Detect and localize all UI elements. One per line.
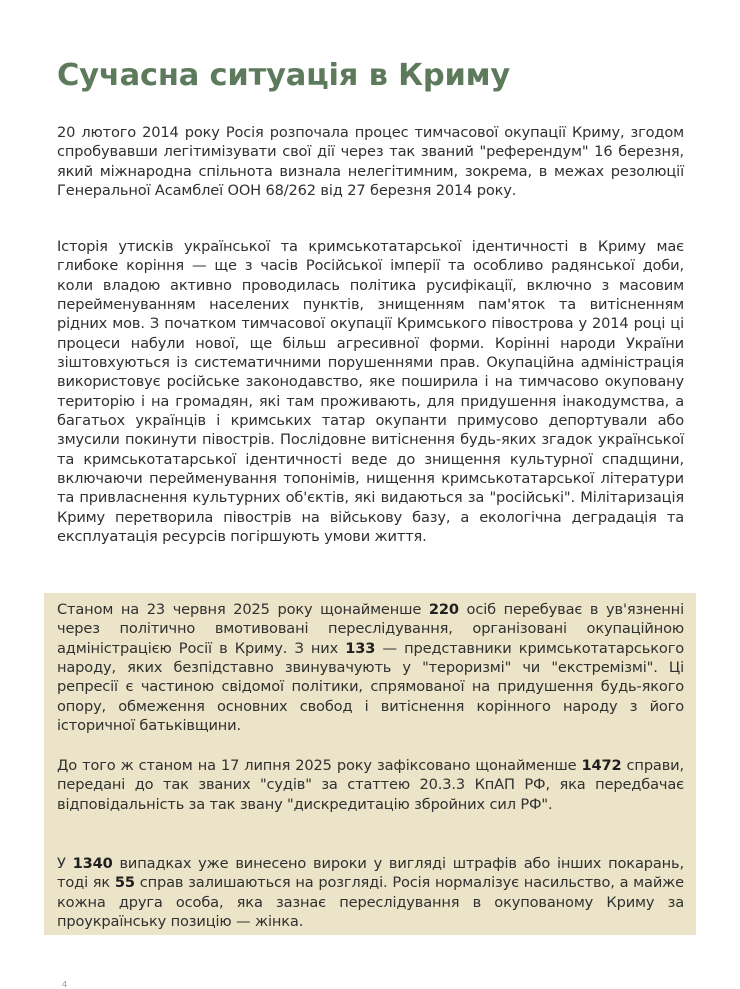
text-run: У: [57, 855, 73, 872]
prisoners-paragraph: [57, 600, 684, 735]
text-run: осіб перебуває в ув'язненні через політично вмотивовані переслідування, організовані окупаційною адміністрацією Росії в Криму. З них: [57, 601, 684, 657]
page-title: Сучасна ситуація в Криму: [57, 58, 511, 93]
discreditation-cases-paragraph: [57, 756, 684, 814]
text-run: — представники кримськотатарського народу, яких безпідставно звинувачують у "тероризмі" чи "екстремізмі". Ці репресії є частиною свідомої політики, спрямованої на придушення будь-якого опору, обмеження основних свобод і витіснення корінного народу з його історичної батьківщини.: [57, 639, 684, 735]
sentences-paragraph: [57, 854, 684, 931]
intro-paragraph: 20 лютого 2014 року Росія розпочала процес тимчасової окупації Криму, згодом спробувавши легітимізувати свої дії через так званий "референдум" 16 березня, який міжнародна спільнота визнала нелегітимним, зокрема, в межах резолюції Генеральної Асамблеї ООН 68/262 від 27 березня 2014 року.: [57, 124, 684, 200]
highlighted-number: 1340: [72, 855, 113, 872]
text-run: Станом на 23 червня 2025 року щонайменше: [57, 601, 429, 618]
text-run: справ залишаються на розгляді. Росія нормалізує насильство, а майже кожна друга особа, яка зазнає переслідування в окупованому Криму за проукраїнську позицію — жінка.: [57, 874, 684, 931]
history-paragraph: Історія утисків української та кримськотатарської ідентичності в Криму має глибоке коріння — ще з часів Російської імперії та особливо радянської доби, коли владою активно проводилась політика русифікації, включно з масовим перейменуванням населених пунктів, знищенням пам'яток та витісненням рідних мов. З початком тимчасової окупації Кримського півострова у 2014 році ці процеси набули нової, ще більш агресивної форми. Корінні народи України зіштовхуються із систематичними порушеннями прав. Окупаційна адміністрація використовує російське законодавство, яке поширила і на тимчасово окуповану територію і на громадян, які там проживають, для придушення інакодумства, а багатьох українців і кримських татар окупанти примусово депортували або змусили покинути півострів. Послідовне витіснення будь-яких згадок української та кримськотатарської ідентичності веде до знищення культурної спадщини, включаючи перейменування топонімів, нищення кримськотатарської літератури та привласнення культурних об'єктів, які видаються за "російські". Мілітаризація Криму перетворила півострів на військову базу, а екологічна деградація та експлуатація ресурсів погіршують умови життя.: [57, 238, 684, 546]
text-run: справи, передані до так званих "судів" за статтею 20.3.3 КпАП РФ, яка передбачає відповідальність за так звану "дискредитацію збройних сил РФ".: [57, 757, 685, 813]
text-run: випадках уже винесено вироки у вигляді штрафів або інших покарань, тоді як: [57, 855, 684, 892]
highlighted-number: 220: [428, 601, 459, 618]
highlighted-number: 55: [114, 874, 135, 892]
highlighted-number: 133: [345, 639, 376, 657]
highlighted-number: 1472: [581, 757, 622, 774]
statistics-highlight-box: [44, 593, 696, 935]
page-number: 4: [62, 980, 68, 989]
text-run: До того ж станом на 17 липня 2025 року зафіксовано щонайменше: [57, 757, 582, 774]
